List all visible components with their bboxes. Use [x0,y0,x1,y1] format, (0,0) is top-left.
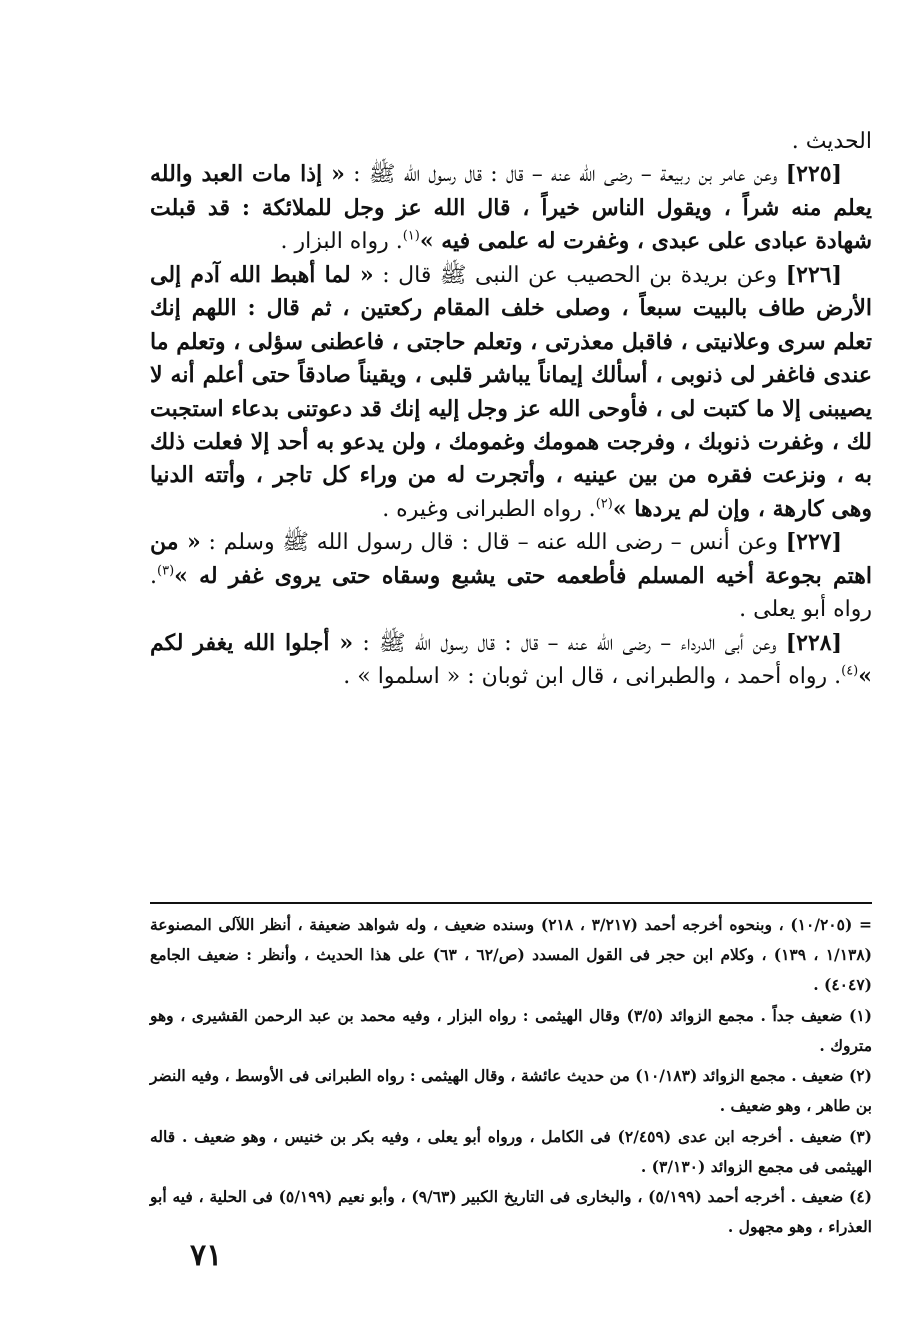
hadith-number: [٢٢٧] [785,529,843,556]
footnote-2: (٢) ضعيف . مجمع الزوائد (١٠/١٨٣) من حديث عائشة ، وقال الهيثمى : رواه الطبرانى فى الأوسط ، وفيه النضر بن طاهر ، وهو ضعيف . [150,1066,873,1116]
intro-line: الحديث . [791,129,872,154]
hadith-225 [150,158,872,258]
footnote-continuation: = (١٠/٢٠٥) ، وبنحوه أخرجه أحمد (٣/٢١٧ ، ٢١٨) وسنده ضعيف ، وله شواهد ضعيفة ، أنظر اللآلى المصنوعة (١/١٣٨ ، ١٣٩) ، وكلام ابن حجر فى القول المسدد (ص/٦٢ ، ٦٣) على هذا الحديث ، وأنظر : ضعيف الجامع (٤٠٤٧) . [150,915,873,995]
footnote-divider [150,902,872,904]
hadith-number: [٢٢٨] [785,629,842,656]
footnote-ref: (٤) [841,663,859,679]
hadith-quote: « لما أهبط الله آدم إلى الأرض طاف بالبيت سبعاً ، وصلى خلف المقام ركعتين ، ثم قال : اللهم إنك تعلم سرى وعلانيتى ، فاقبل معذرتى ، وتعلم حاجتى ، فاعطنى سؤلى ، وتعلم ما عندى فاغفر لى ذنوبى ، أسألك إيماناً يباشر قلبى ، ويقيناً صادقاً حتى أعلم أنه لا يصيبنى إلا ما كتبت لى ، فأوحى الله عز وجل إليه إنك قد دعوتنى بدعاء استجبت لك ، وغفرت ذنوبك ، وفرجت همومك وغمومك ، ولن يدعو به أحد إلا فعلت ذلك به ، ونزعت فقره من بين عينيه ، وأتجرت له من وراء كل تاجر ، وأتته الدنيا وهى كارهة ، وإن لم يردها » [150,261,872,522]
footnote-1: (١) ضعيف جداً . مجمع الزوائد (٣/٥) وقال الهيثمى : رواه البزار ، وفيه محمد بن عبد الرحمن القشيرى ، وهو متروك . [150,1005,872,1055]
hadith-narration: وعن أنس – رضى الله عنه – قال : قال رسول الله ﷺ وسلم : [208,530,778,556]
hadith-source: . رواه الطبرانى وغيره . [382,496,596,522]
hadith-source: . رواه البزار . [280,229,403,255]
footnote-ref: (١) [402,228,420,244]
hadith-narration: وعن أبى الدرداء – رضى الله عنه – قال : قال رسول الله ﷺ : [362,630,777,656]
hadith-quote: « من اهتم بجوعة أخيه المسلم فأطعمه حتى يشبع وسقاه حتى يروى غفر له » [150,529,872,589]
hadith-narration: وعن بريدة بن الحصيب عن النبى ﷺ قال : [382,262,778,288]
main-text [150,125,872,693]
footnote-ref: (٢) [595,496,613,512]
footnote-4: (٤) ضعيف . أخرجه أحمد (٥/١٩٩) ، والبخارى فى التاريخ الكبير (٩/٦٣) ، وأبو نعيم (٥/١٩٩) فى الحلية ، فيه أبو العذراء ، وهو مجهول . [150,1186,872,1237]
hadith-226 [150,259,872,527]
hadith-quote: « أجلوا الله يغفر لكم » [150,629,872,689]
footnote-ref: (٣) [157,563,175,579]
hadith-227 [150,526,872,626]
hadith-number: [٢٢٦] [785,261,843,288]
page-number: ٧١ [190,1238,223,1273]
footnotes [150,910,872,1242]
hadith-228 [150,627,872,694]
footnote-3: (٣) ضعيف . أخرجه ابن عدى (٢/٤٥٩) فى الكامل ، ورواه أبو يعلى ، وفيه بكر بن خنيس ، وهو ضعيف . قاله الهيثمى فى مجمع الزوائد (٣/١٣٠) . [150,1126,873,1176]
hadith-source: . رواه أبو يعلى . [150,563,872,623]
hadith-narration: وعن عامر بن ربيعة – رضى الله عنه – قال : قال رسول الله ﷺ : [353,162,778,188]
hadith-source: . رواه أحمد ، والطبرانى ، قال ابن ثوبان : « اسلموا » . [343,664,842,689]
hadith-quote: « إذا مات العبد والله يعلم منه شراً ، ويقول الناس خيراً ، قال الله عز وجل للملائكة : قد قبلت شهادة عبادى على عبدى ، وغفرت له علمى فيه » [150,161,872,255]
hadith-number: [٢٢٥] [785,161,842,188]
